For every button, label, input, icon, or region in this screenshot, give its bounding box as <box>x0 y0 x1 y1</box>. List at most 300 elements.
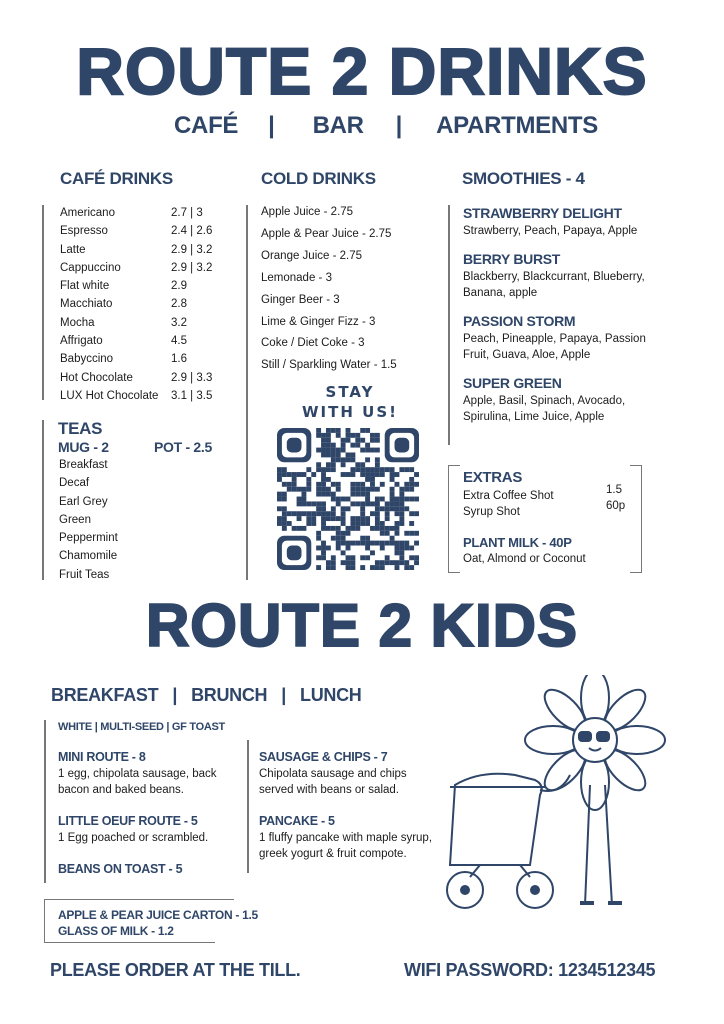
qr-code[interactable] <box>277 428 419 570</box>
qr-module <box>331 555 336 560</box>
qr-module <box>321 516 326 521</box>
qr-module <box>321 511 326 516</box>
qr-module <box>409 482 414 487</box>
qr-module <box>301 497 306 502</box>
cafe-drinks-list <box>60 204 212 405</box>
qr-module <box>355 492 360 497</box>
smoothie-name: STRAWBERRY DELIGHT <box>463 205 622 221</box>
qr-module <box>321 555 326 560</box>
tea-item: Peppermint <box>59 532 118 545</box>
qr-module <box>346 555 351 560</box>
qr-module <box>346 531 351 536</box>
qr-module <box>365 428 370 433</box>
qr-module <box>360 472 365 477</box>
qr-module <box>316 501 321 506</box>
cold-drink-item: Apple & Pear Juice - 2.75 <box>261 227 392 240</box>
qr-module <box>360 448 365 453</box>
qr-module <box>341 536 346 541</box>
qr-module <box>395 560 400 565</box>
qr-module <box>301 526 306 531</box>
smoothies-list <box>463 203 663 435</box>
qr-module <box>395 550 400 555</box>
qr-module <box>375 521 380 526</box>
qr-module <box>277 497 282 502</box>
qr-module <box>375 526 380 531</box>
qr-module <box>311 516 316 521</box>
qr-module <box>331 511 336 516</box>
qr-module <box>336 546 341 551</box>
qr-module <box>336 541 341 546</box>
qr-module <box>385 511 390 516</box>
menu-item <box>60 277 212 295</box>
qr-module <box>409 511 414 516</box>
qr-module <box>292 487 297 492</box>
qr-module <box>282 511 287 516</box>
qr-module <box>326 448 331 453</box>
qr-module <box>404 565 409 570</box>
qr-module <box>375 457 380 462</box>
qr-module <box>365 541 370 546</box>
qr-module <box>297 472 302 477</box>
qr-module <box>370 487 375 492</box>
glass-of-milk: GLASS OF MILK - 1.2 <box>58 924 174 938</box>
qr-module <box>326 487 331 492</box>
smoothies-heading: SMOOTHIES - 4 <box>462 169 585 188</box>
qr-module <box>331 565 336 570</box>
subtitle-cafe: CAFÉ <box>174 112 239 139</box>
qr-module <box>370 482 375 487</box>
qr-module <box>414 497 419 502</box>
qr-module <box>404 541 409 546</box>
qr-module <box>395 546 400 551</box>
tea-item: Breakfast <box>59 459 108 471</box>
qr-finder <box>287 438 302 453</box>
item-price: 2.9 | 3.2 <box>171 261 213 274</box>
qr-module <box>346 433 351 438</box>
qr-module <box>321 487 326 492</box>
item-price: 2.9 <box>171 280 187 293</box>
qr-module <box>414 482 419 487</box>
qr-module <box>336 457 341 462</box>
menu-item <box>60 241 212 259</box>
qr-module <box>316 492 321 497</box>
qr-module <box>390 526 395 531</box>
qr-module <box>336 487 341 492</box>
cold-drinks-heading: COLD DRINKS <box>261 169 376 188</box>
qr-module <box>306 501 311 506</box>
qr-module <box>282 467 287 472</box>
qr-module <box>326 492 331 497</box>
item-name: Babyccino <box>60 353 114 366</box>
qr-module <box>321 467 326 472</box>
qr-module <box>321 506 326 511</box>
qr-module <box>346 452 351 457</box>
qr-module <box>399 497 404 502</box>
qr-module <box>331 497 336 502</box>
qr-module <box>370 467 375 472</box>
qr-module <box>341 560 346 565</box>
kids-drinks-box <box>44 899 258 943</box>
qr-module <box>341 506 346 511</box>
item-name: Flat white <box>60 280 110 293</box>
qr-module <box>346 428 351 433</box>
qr-module <box>399 550 404 555</box>
cold-drink-item: Orange Juice - 2.75 <box>261 249 363 262</box>
juice-carton: APPLE & PEAR JUICE CARTON - 1.5 <box>58 908 258 922</box>
smoothie-ingredients: Peach, Pineapple, Papaya, Passion Fruit, Guava, Aloe, Apple <box>463 333 646 361</box>
qr-module <box>385 467 390 472</box>
qr-module <box>385 516 390 521</box>
qr-module <box>370 433 375 438</box>
smoothie-name: PASSION STORM <box>463 313 576 329</box>
qr-module <box>316 506 321 511</box>
subtitle-bar: BAR <box>312 112 364 139</box>
qr-module <box>380 560 385 565</box>
qr-module <box>390 472 395 477</box>
qr-module <box>321 472 326 477</box>
qr-module <box>404 546 409 551</box>
menu-item <box>60 369 212 387</box>
qr-module <box>321 477 326 482</box>
qr-module <box>277 477 282 482</box>
qr-module <box>346 526 351 531</box>
qr-module <box>385 526 390 531</box>
qr-module <box>390 477 395 482</box>
qr-module <box>375 438 380 443</box>
qr-module <box>355 433 360 438</box>
kids-title: ROUTE 2 KIDS <box>145 592 579 659</box>
qr-module <box>336 433 341 438</box>
plant-milk-heading: PLANT MILK - 40P <box>463 535 572 550</box>
qr-module <box>346 438 351 443</box>
qr-module <box>404 467 409 472</box>
qr-module <box>409 555 414 560</box>
extras-heading: EXTRAS <box>463 469 523 486</box>
item-price: 2.8 <box>171 298 187 311</box>
qr-module <box>301 487 306 492</box>
qr-module <box>316 433 321 438</box>
qr-module <box>399 521 404 526</box>
qr-module <box>292 526 297 531</box>
tea-item: Earl Grey <box>59 495 108 508</box>
qr-module <box>365 467 370 472</box>
qr-module <box>385 555 390 560</box>
teas-pot-price: POT - 2.5 <box>154 439 212 455</box>
menu-item <box>60 314 212 332</box>
item-name: Mocha <box>60 316 95 329</box>
qr-module <box>390 536 395 541</box>
smoothie-ingredients: Apple, Basil, Spinach, Avocado, Spirulina, Lime Juice, Apple <box>463 395 626 423</box>
qr-module <box>287 511 292 516</box>
qr-module <box>282 492 287 497</box>
qr-module <box>399 541 404 546</box>
qr-module <box>326 477 331 482</box>
qr-module <box>385 531 390 536</box>
qr-module <box>370 541 375 546</box>
item-name: Affrigato <box>60 335 103 348</box>
qr-module <box>385 506 390 511</box>
qr-module <box>399 555 404 560</box>
qr-module <box>331 536 336 541</box>
qr-module <box>341 541 346 546</box>
divider: | <box>281 685 287 705</box>
teas-heading: TEAS <box>58 419 103 438</box>
item-name: Hot Chocolate <box>60 371 133 384</box>
qr-module <box>282 506 287 511</box>
qr-module <box>341 531 346 536</box>
qr-module <box>370 511 375 516</box>
qr-module <box>360 462 365 467</box>
qr-module <box>331 457 336 462</box>
syrup-price: 60p <box>606 500 626 512</box>
qr-module <box>277 506 282 511</box>
cold-drink-item: Coke / Diet Coke - 3 <box>261 337 365 350</box>
qr-module <box>301 492 306 497</box>
qr-module <box>321 443 326 448</box>
qr-module <box>341 443 346 448</box>
qr-module <box>360 565 365 570</box>
qr-module <box>370 438 375 443</box>
qr-module <box>350 482 355 487</box>
qr-module <box>380 565 385 570</box>
qr-module <box>326 526 331 531</box>
qr-module <box>301 501 306 506</box>
teas-mug-price: MUG - 2 <box>58 439 109 455</box>
qr-module <box>321 501 326 506</box>
qr-module <box>301 472 306 477</box>
kids-item-desc: Chipolata sausage and chips served with beans or salad. <box>259 768 407 796</box>
qr-module <box>365 472 370 477</box>
qr-module <box>311 501 316 506</box>
qr-module <box>404 506 409 511</box>
qr-module <box>399 546 404 551</box>
qr-module <box>355 467 360 472</box>
qr-module <box>336 428 341 433</box>
qr-module <box>360 521 365 526</box>
qr-module <box>311 472 316 477</box>
subtitle-apartments: APARTMENTS <box>436 112 598 139</box>
qr-module <box>282 521 287 526</box>
qr-module <box>341 448 346 453</box>
divider-line <box>42 205 44 400</box>
extras-box <box>448 465 642 573</box>
qr-module <box>311 511 316 516</box>
qr-module <box>380 472 385 477</box>
qr-module <box>355 501 360 506</box>
qr-module <box>292 472 297 477</box>
tea-item: Fruit Teas <box>59 568 110 581</box>
qr-module <box>355 487 360 492</box>
order-at-till-text: PLEASE ORDER AT THE TILL. <box>50 960 301 980</box>
qr-module <box>360 467 365 472</box>
qr-module <box>346 565 351 570</box>
qr-module <box>331 516 336 521</box>
qr-module <box>341 462 346 467</box>
qr-module <box>350 443 355 448</box>
qr-module <box>360 492 365 497</box>
qr-module <box>395 521 400 526</box>
qr-module <box>326 433 331 438</box>
qr-module <box>395 506 400 511</box>
qr-module <box>316 536 321 541</box>
qr-module <box>306 467 311 472</box>
smoothie-item <box>463 311 663 363</box>
qr-module <box>414 560 419 565</box>
qr-module <box>414 472 419 477</box>
divider-line <box>42 420 44 580</box>
qr-module <box>336 526 341 531</box>
qr-module <box>355 438 360 443</box>
qr-module <box>316 565 321 570</box>
qr-module <box>350 433 355 438</box>
qr-module <box>365 448 370 453</box>
kids-left-list <box>58 748 243 892</box>
smoothie-name: BERRY BURST <box>463 251 561 267</box>
qr-module <box>355 462 360 467</box>
qr-module <box>370 550 375 555</box>
qr-module <box>306 516 311 521</box>
qr-module <box>399 511 404 516</box>
qr-module <box>409 521 414 526</box>
divider: | <box>268 112 275 139</box>
qr-module <box>390 497 395 502</box>
qr-module <box>370 477 375 482</box>
qr-module <box>350 526 355 531</box>
qr-module <box>365 516 370 521</box>
qr-module <box>350 501 355 506</box>
qr-module <box>336 531 341 536</box>
qr-module <box>355 526 360 531</box>
qr-module <box>321 438 326 443</box>
item-name: Espresso <box>60 225 108 238</box>
cafe-drinks-heading: CAFÉ DRINKS <box>60 169 173 188</box>
kids-menu-item <box>58 748 243 798</box>
qr-module <box>277 516 282 521</box>
extra-coffee-price: 1.5 <box>606 484 622 496</box>
item-name: LUX Hot Chocolate <box>60 389 159 402</box>
qr-module <box>385 560 390 565</box>
qr-module <box>336 536 341 541</box>
qr-module <box>395 472 400 477</box>
qr-module <box>360 555 365 560</box>
qr-module <box>380 482 385 487</box>
qr-module <box>409 467 414 472</box>
qr-module <box>316 487 321 492</box>
qr-module <box>341 497 346 502</box>
qr-module <box>277 492 282 497</box>
qr-module <box>360 438 365 443</box>
item-name: Americano <box>60 207 115 219</box>
qr-module <box>404 482 409 487</box>
qr-module <box>395 526 400 531</box>
qr-module <box>375 497 380 502</box>
qr-module <box>365 501 370 506</box>
qr-module <box>404 497 409 502</box>
qr-module <box>321 492 326 497</box>
smoothie-ingredients: Blackberry, Blackcurrant, Blueberry, Banana, apple <box>463 271 645 299</box>
qr-module <box>375 433 380 438</box>
item-price: 3.2 <box>171 316 187 329</box>
qr-module <box>306 487 311 492</box>
smoothie-ingredients: Strawberry, Peach, Papaya, Apple <box>463 225 638 237</box>
item-name: Cappuccino <box>60 261 121 274</box>
qr-module <box>326 462 331 467</box>
qr-module <box>282 482 287 487</box>
qr-module <box>321 526 326 531</box>
qr-module <box>404 487 409 492</box>
qr-module <box>350 467 355 472</box>
qr-module <box>341 550 346 555</box>
syrup-shot: Syrup Shot <box>463 506 520 518</box>
qr-module <box>380 467 385 472</box>
qr-module <box>321 448 326 453</box>
qr-module <box>399 467 404 472</box>
qr-module <box>336 501 341 506</box>
qr-module <box>375 462 380 467</box>
qr-module <box>360 506 365 511</box>
kids-menu-item <box>259 812 434 862</box>
qr-module <box>321 482 326 487</box>
qr-module <box>375 541 380 546</box>
qr-module <box>370 448 375 453</box>
qr-module <box>331 467 336 472</box>
qr-module <box>365 477 370 482</box>
kids-item-desc: 1 fluffy pancake with maple syrup, greek yogurt & fruit compote. <box>259 832 433 860</box>
qr-module <box>375 506 380 511</box>
menu-item <box>60 204 212 222</box>
item-price: 1.6 <box>171 353 187 366</box>
kids-menu-item <box>58 812 243 846</box>
menu-item <box>60 222 212 240</box>
item-price: 2.9 | 3.2 <box>171 243 213 256</box>
qr-module <box>385 501 390 506</box>
tea-item: Green <box>59 513 91 526</box>
qr-module <box>336 448 341 453</box>
qr-module <box>365 546 370 551</box>
qr-module <box>355 541 360 546</box>
qr-module <box>311 521 316 526</box>
qr-module <box>385 541 390 546</box>
qr-module <box>370 565 375 570</box>
item-name: Latte <box>60 243 86 256</box>
qr-module <box>277 467 282 472</box>
qr-module <box>341 438 346 443</box>
qr-module <box>375 472 380 477</box>
kids-item-name: SAUSAGE & CHIPS - 7 <box>259 750 388 764</box>
qr-module <box>360 516 365 521</box>
subtitle <box>174 112 598 140</box>
divider: | <box>172 685 178 705</box>
stay-text: STAY <box>325 383 375 401</box>
qr-module <box>306 477 311 482</box>
qr-module <box>292 482 297 487</box>
qr-module <box>360 511 365 516</box>
qr-module <box>316 531 321 536</box>
qr-module <box>331 448 336 453</box>
qr-module <box>390 541 395 546</box>
menu-item <box>60 387 212 405</box>
kids-brunch-label: BRUNCH <box>191 685 268 705</box>
qr-module <box>409 531 414 536</box>
qr-module <box>390 467 395 472</box>
qr-module <box>390 506 395 511</box>
qr-module <box>316 482 321 487</box>
qr-module <box>399 487 404 492</box>
qr-module <box>282 526 287 531</box>
qr-module <box>321 433 326 438</box>
wifi-password-text: WIFI PASSWORD: 1234512345 <box>404 960 656 980</box>
qr-module <box>341 472 346 477</box>
